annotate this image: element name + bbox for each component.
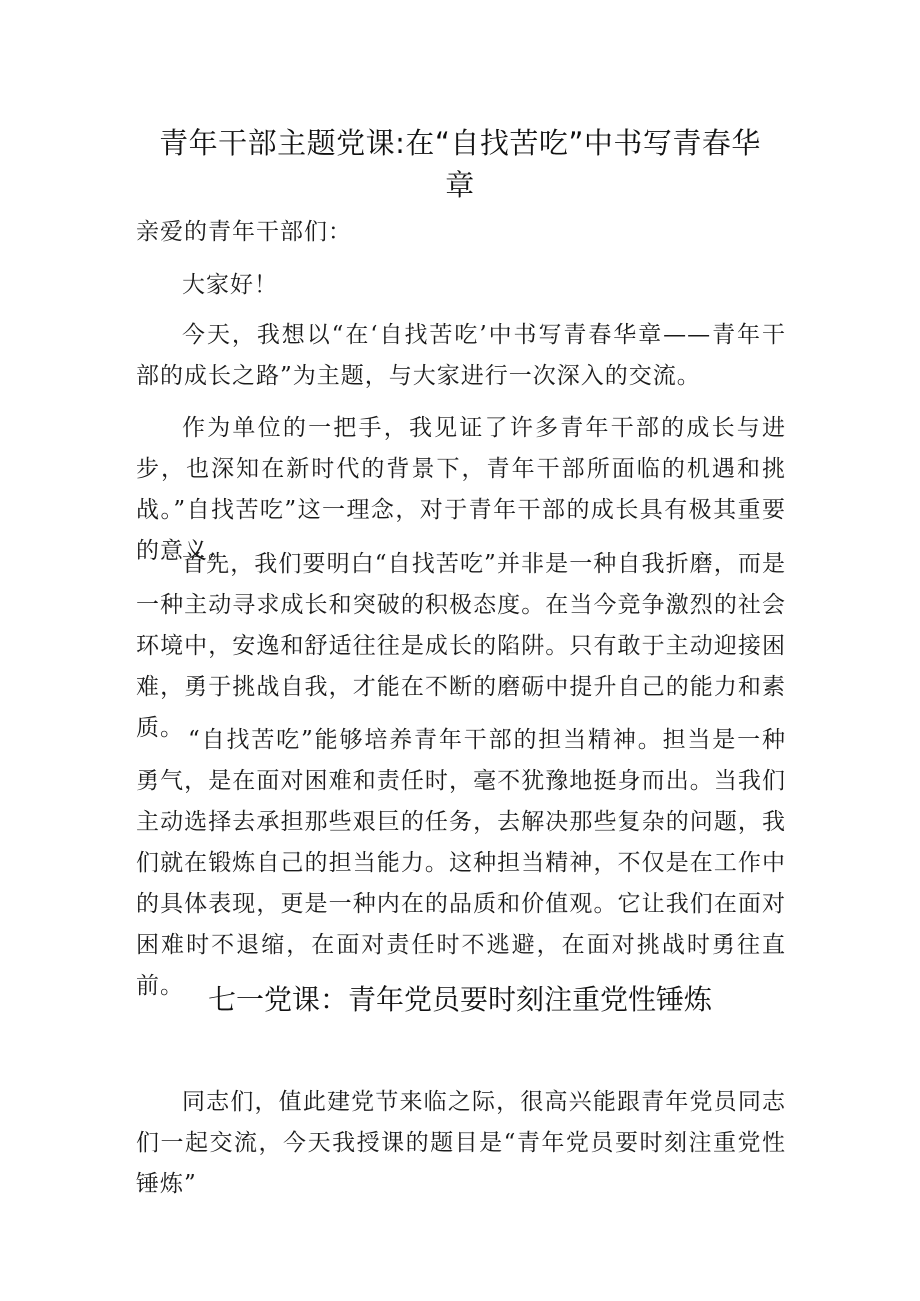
paragraph-responsibility: “自找苦吃”能够培养青年干部的担当精神。担当是一种勇气，是在面对困难和责任时，毫不犹豫地挺身而出。当我们主动选择去承担那些艰巨的任务，去解决那些复杂的问题，我们就在锻炼自己的担当能力。这种担当精神，不仅是在工作中的具体表现，更是一种内在的品质和价值观。它让我们在面对困难时不退缩，在面对责任时不逃避，在面对挑战时勇往直前。 bbox=[136, 727, 786, 999]
paragraph-first-point: 首先，我们要明白“自找苦吃”并非是一种自我折磨，而是一种主动寻求成长和突破的积极态度。在当今竞争激烈的社会环境中，安逸和舒适往往是成长的陷阱。只有敢于主动迎接困难，勇于挑战自我，才能在不断的磨砺中提升自己的能力和素质。 bbox=[136, 551, 786, 741]
salutation: 亲爱的青年干部们： bbox=[136, 219, 352, 245]
greeting: 大家好！ bbox=[182, 272, 278, 298]
document-title: 青年干部主题党课:在“自找苦吃”中书写青春华章 bbox=[159, 126, 761, 202]
paragraph-intro: 今天，我想以“在‘自找苦吃’中书写青春华章——青年干部的成长之路”为主题，与大家进行一次深入的交流。 bbox=[136, 322, 786, 389]
section-title: 七一党课：青年党员要时刻注重党性锤炼 bbox=[207, 983, 712, 1016]
paragraph-context: 作为单位的一把手，我见证了许多青年干部的成长与进步，也深知在新时代的背景下，青年干部所面临的机遇和挑战。”自找苦吃”这一理念，对于青年干部的成长具有极其重要的意义。 bbox=[136, 415, 786, 564]
section-paragraph: 同志们，值此建党节来临之际，很高兴能跟青年党员同志们一起交流，今天我授课的题目是“青年党员要时刻注重党性锤炼” bbox=[136, 1089, 786, 1197]
